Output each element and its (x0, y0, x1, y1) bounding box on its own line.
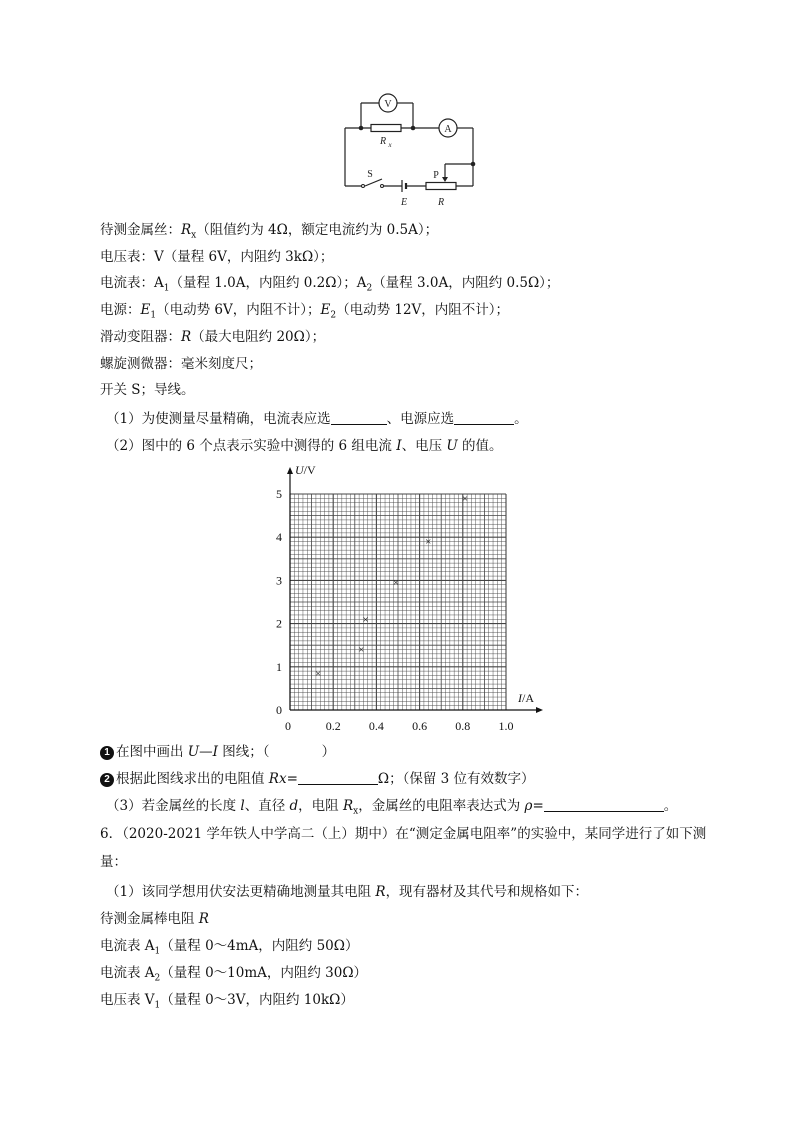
y-tick-label: 3 (276, 573, 282, 588)
question-3: （3）若金属丝的长度 l、直径 d，电阻 $R_x$，金属丝的电阻率表达式为 ρ= 。 (106, 798, 678, 817)
x-tick-label: 0 (285, 719, 291, 733)
answer-blank-rx[interactable] (298, 770, 378, 785)
svg-text:x: x (388, 141, 392, 149)
x-tick-label: 1.0 (498, 719, 514, 733)
sub-question-2: 2 根据此图线求出的电阻值 Rx= Ω；（保留 3 位有效数字） (100, 770, 535, 788)
question-1: （1）为使测量尽量精确，电流表应选 、电源应选 。 (106, 411, 528, 427)
y-tick-label: 1 (276, 659, 282, 674)
answer-blank-rho[interactable] (544, 797, 664, 812)
problem-6-line-1: 6．（2020-2021 学年铁人中学高二（上）期中）在“测定金属电阻率”的实验中，某同学进行了如下测 (100, 826, 707, 842)
rheostat-icon (426, 183, 456, 190)
data-point: × (362, 613, 369, 626)
circuit-diagram (0, 0, 794, 215)
y-axis-label: U/V (295, 463, 316, 477)
question-2: （2）图中的 6 个点表示实验中测得的 6 组电流 I、电压 U 的值。 (106, 438, 503, 454)
y-tick-label: 4 (276, 530, 282, 545)
x-tick-label: 0.4 (368, 719, 384, 733)
x-axis-label: I/A (518, 691, 534, 705)
material-switch: 开关 S；导线。 (100, 382, 195, 398)
svg-text:R: R (437, 197, 445, 208)
y-axis-arrow (287, 467, 293, 474)
svg-text:P: P (433, 170, 439, 181)
switch-icon (365, 179, 382, 186)
data-point: × (392, 577, 399, 590)
data-point: × (461, 492, 469, 505)
svg-text:R: R (379, 136, 387, 147)
problem-6-material-a1: 电流表 $A_1$（量程 0～4mA，内阻约 50Ω） (100, 938, 359, 957)
x-tick-label: 0.2 (325, 719, 341, 733)
y-tick-label: 0 (276, 703, 282, 717)
answer-blank-source[interactable] (454, 410, 514, 425)
x-tick-label: 0.6 (412, 719, 428, 733)
material-rheostat: 滑动变阻器：R（最大电阻约 20Ω）； (100, 329, 326, 345)
sub-question-1: 1 在图中画出 U—I 图线；（ ） (100, 743, 335, 761)
material-source: 电源：$E_1$（电动势 6V，内阻不计）；$E_2$（电动势 12V，内阻不计）； (100, 302, 510, 321)
material-ammeter: 电流表：$A_1$（量程 1.0A，内阻约 0.2Ω）；$A_2$（量程 3.0A，内阻约 0.5Ω）； (100, 275, 560, 294)
x-tick-label: 0.8 (455, 719, 471, 733)
ui-scatter-chart (0, 458, 794, 738)
material-micrometer: 螺旋测微器：毫米刻度尺； (100, 356, 262, 372)
resistor-rx-icon (371, 125, 401, 132)
answer-blank-ammeter[interactable] (331, 410, 387, 425)
data-point: × (425, 536, 432, 549)
material-wire: 待测金属丝：$R_x$（阻值约为 4Ω，额定电流约为 0.5A）； (100, 222, 439, 241)
y-tick-label: 2 (276, 616, 282, 631)
data-point: × (358, 644, 365, 657)
svg-text:E: E (400, 197, 408, 208)
material-voltmeter: 电压表：V（量程 6V，内阻约 3kΩ）； (100, 249, 334, 265)
y-tick-label: 5 (276, 487, 282, 501)
data-point: × (314, 667, 322, 680)
x-axis-arrow (536, 707, 543, 713)
svg-text:V: V (384, 99, 392, 110)
svg-text:A: A (444, 124, 452, 135)
svg-text:S: S (367, 169, 373, 180)
problem-6-material-r: 待测金属棒电阻 R (100, 911, 209, 927)
problem-6-material-a2: 电流表 $A_2$（量程 0～10mA，内阻约 30Ω） (100, 965, 368, 984)
problem-6-line-2: 量： (100, 854, 127, 870)
problem-6-material-v1: 电压表 $V_1$（量程 0～3V，内阻约 10kΩ） (100, 992, 354, 1011)
problem-6-question-1: （1）该同学想用伏安法更精确地测量其电阻 R，现有器材及其代号和规格如下： (106, 884, 589, 900)
